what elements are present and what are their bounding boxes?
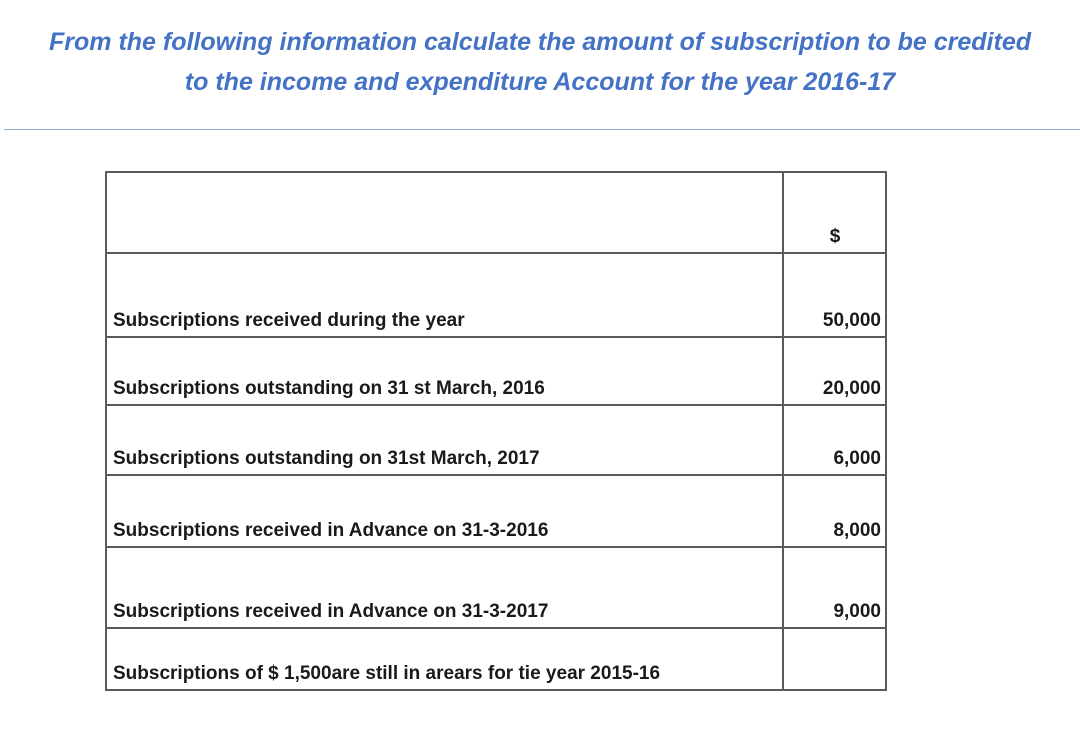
question-line-1: From the following information calculate the amount of subscription to be credited [49,28,1031,56]
table-row [106,405,886,475]
table-header-row [106,172,886,253]
table-row [106,337,886,405]
question-heading [0,22,1080,102]
table-row [106,475,886,547]
table-row [106,628,886,690]
row-description: Subscriptions received in Advance on 31-3-2016 [106,475,783,547]
table-row [106,547,886,628]
subscription-table [105,171,887,691]
row-amount: 8,000 [783,475,886,547]
row-amount [783,628,886,690]
row-description: Subscriptions outstanding on 31 st March, 2016 [106,337,783,405]
question-line-2: to the income and expenditure Account for the year 2016-17 [184,68,896,96]
header-currency-cell: $ [783,172,886,253]
row-description: Subscriptions received during the year [106,253,783,337]
row-description: Subscriptions outstanding on 31st March, 2017 [106,405,783,475]
horizontal-divider [4,129,1080,130]
row-description: Subscriptions of $ 1,500are still in arears for tie year 2015-16 [106,628,783,690]
row-amount: 20,000 [783,337,886,405]
header-description-cell [106,172,783,253]
table-row [106,253,886,337]
row-amount: 9,000 [783,547,886,628]
row-amount: 50,000 [783,253,886,337]
row-amount: 6,000 [783,405,886,475]
row-description: Subscriptions received in Advance on 31-3-2017 [106,547,783,628]
